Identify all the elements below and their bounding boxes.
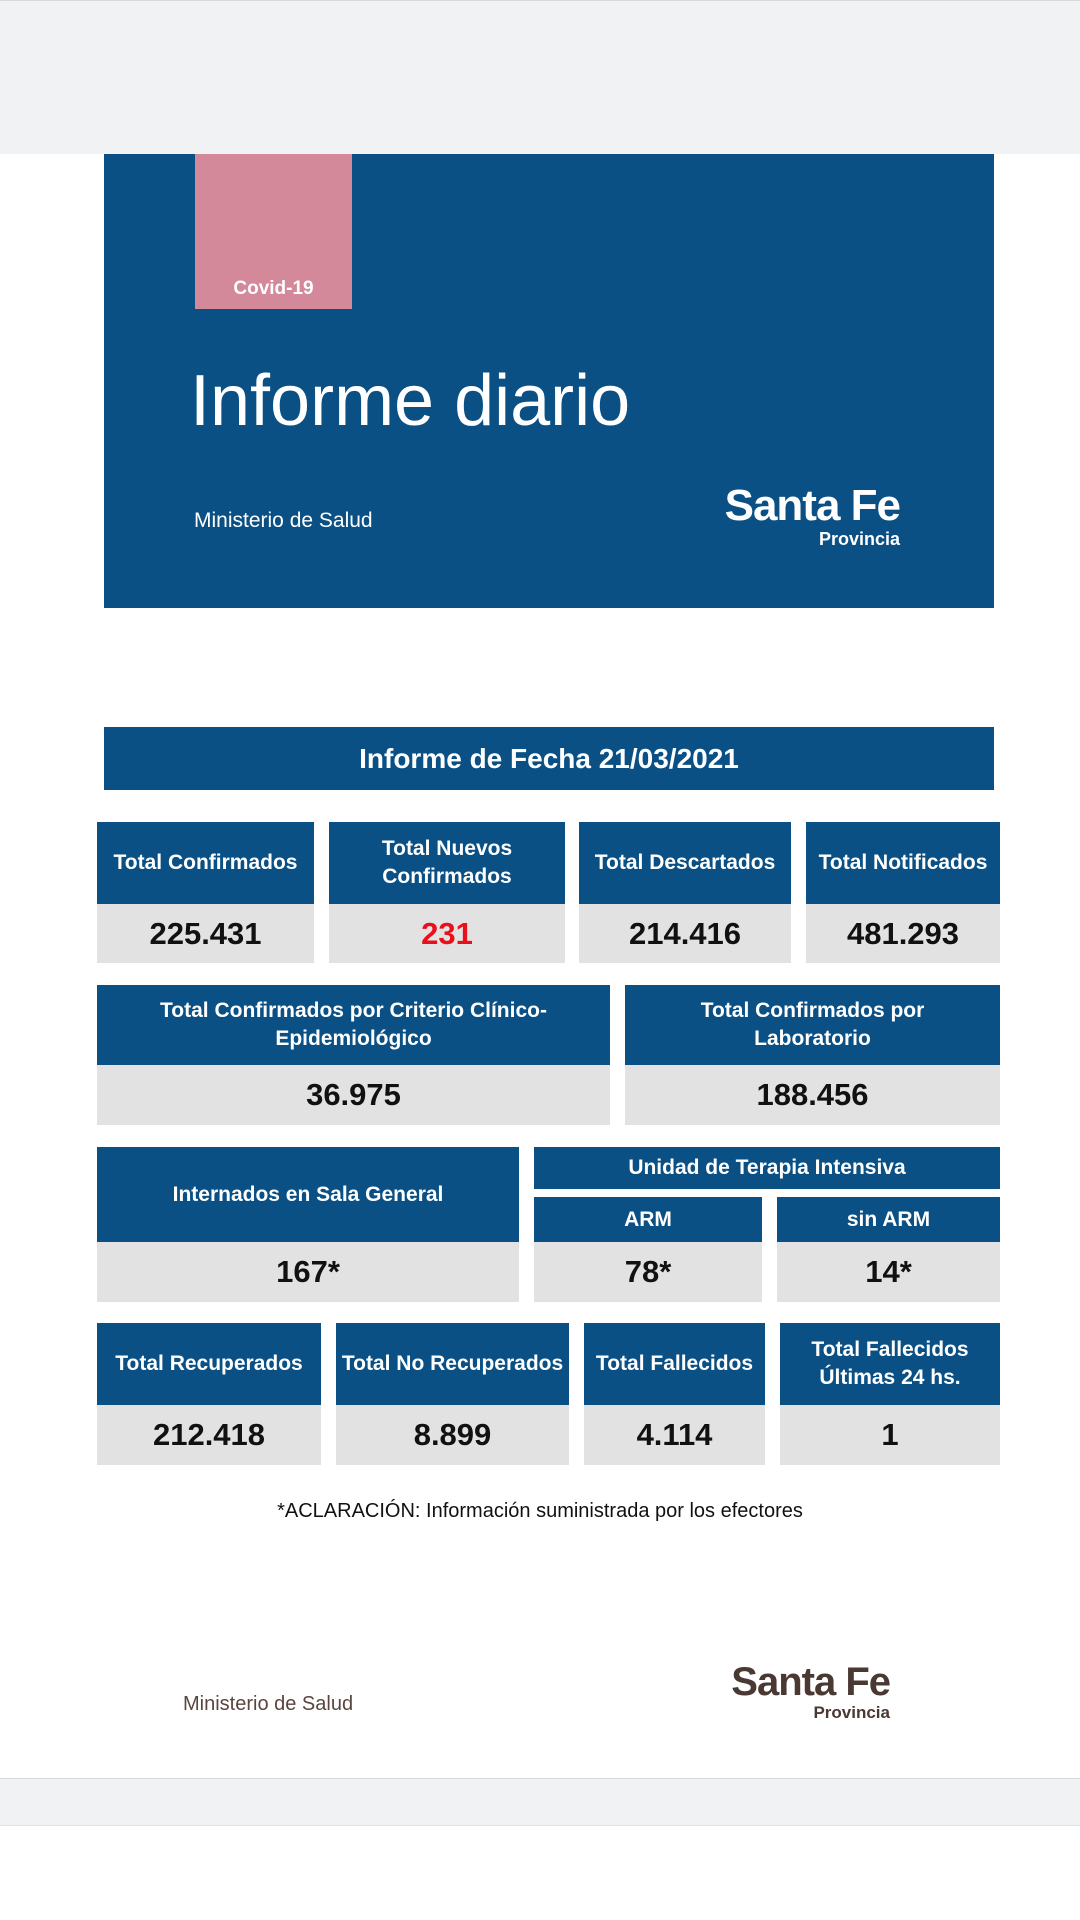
- stat-value: 188.456: [625, 1065, 1000, 1125]
- footer-santa-fe-logo: [731, 1662, 890, 1721]
- uti-title: Unidad de Terapia Intensiva: [534, 1147, 1000, 1189]
- covid-tag: [195, 154, 352, 309]
- stat-value: 214.416: [579, 904, 791, 963]
- stat-label: sin ARM: [777, 1197, 1000, 1242]
- stat-label: Total Confirmados por Criterio Clínico-Epidemiológico: [97, 985, 610, 1065]
- footer-logo-sub: Provincia: [813, 1703, 890, 1722]
- stat-value: 1: [780, 1405, 1000, 1465]
- stat-value: 231: [329, 904, 565, 963]
- uti-header: [534, 1147, 1000, 1189]
- stat-value: 78*: [534, 1242, 762, 1302]
- stat-label: Total Confirmados por Laboratorio: [625, 985, 1000, 1065]
- stat-card-laboratorio: [625, 985, 1000, 1125]
- report-date-title: Informe de Fecha 21/03/2021: [104, 727, 994, 790]
- stat-value: 212.418: [97, 1405, 321, 1465]
- stat-label: Total Confirmados: [97, 822, 314, 904]
- stat-value: 14*: [777, 1242, 1000, 1302]
- stat-label: Total Fallecidos: [584, 1323, 765, 1405]
- stat-card-total-confirmados: [97, 822, 314, 963]
- banner-title: Informe diario: [190, 361, 631, 441]
- stat-card-fallecidos: [584, 1323, 765, 1465]
- stat-label: Total Nuevos Confirmados: [329, 822, 565, 904]
- stat-card-descartados: [579, 822, 791, 963]
- footer-ministry: Ministerio de Salud: [183, 1693, 354, 1715]
- footer-logo-name: Santa Fe: [731, 1660, 890, 1704]
- stat-card-arm: [534, 1197, 762, 1302]
- stat-label: Total No Recuperados: [336, 1323, 569, 1405]
- stat-value: 225.431: [97, 904, 314, 963]
- logo-sub: Provincia: [818, 529, 900, 549]
- stat-card-no-recuperados: [336, 1323, 569, 1465]
- banner-ministry: Ministerio de Salud: [194, 509, 373, 532]
- stat-value: 4.114: [584, 1405, 765, 1465]
- stat-label: Total Recuperados: [97, 1323, 321, 1405]
- stat-label: Total Notificados: [806, 822, 1000, 904]
- stat-card-recuperados: [97, 1323, 321, 1465]
- stat-card-sala-general: [97, 1147, 519, 1302]
- clarification-note: *ACLARACIÓN: Información suministrada por los efectores: [277, 1500, 803, 1522]
- top-bar: [0, 0, 1080, 154]
- stat-label: Total Descartados: [579, 822, 791, 904]
- stat-label: Internados en Sala General: [97, 1147, 519, 1242]
- santa-fe-logo: [724, 481, 900, 549]
- stat-card-nuevos-confirmados: [329, 822, 565, 963]
- stat-card-notificados: [806, 822, 1000, 963]
- stat-value: 167*: [97, 1242, 519, 1302]
- bottom-bar: [0, 1778, 1080, 1826]
- stat-label: ARM: [534, 1197, 762, 1242]
- stat-value: 8.899: [336, 1405, 569, 1465]
- report-banner: [104, 154, 994, 608]
- stat-label: Total Fallecidos Últimas 24 hs.: [780, 1323, 1000, 1405]
- covid-tag-label: Covid-19: [233, 278, 314, 299]
- stat-card-criterio-clinico: [97, 985, 610, 1125]
- stat-card-sin-arm: [777, 1197, 1000, 1302]
- stat-value: 36.975: [97, 1065, 610, 1125]
- stat-value: 481.293: [806, 904, 1000, 963]
- logo-name: Santa Fe: [724, 481, 900, 530]
- stat-card-fallecidos-24hs: [780, 1323, 1000, 1465]
